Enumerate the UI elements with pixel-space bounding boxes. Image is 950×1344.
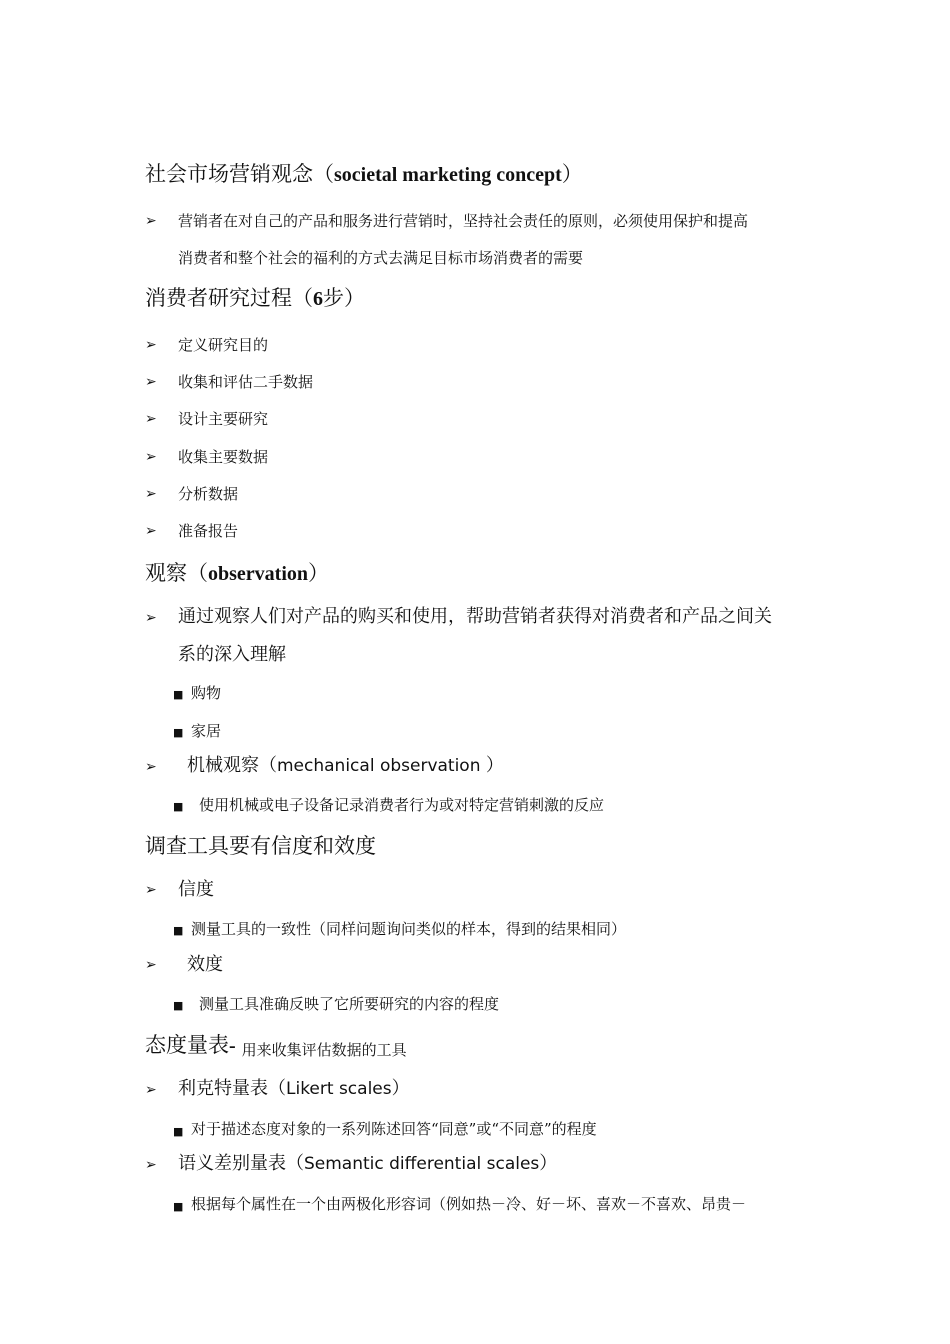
square-bullet-icon: ■ xyxy=(173,1200,184,1213)
likert-scales-item xyxy=(178,1078,410,1100)
research-step-2: 收集和评估二手数据 xyxy=(178,373,314,391)
tools-reliability: 信度 xyxy=(178,879,214,900)
arrow-bullet-icon: ➢ xyxy=(145,374,157,390)
semantic-differential-sub: 根据每个属性在一个由两极化形容词（例如热－冷、好－坏、喜欢－不喜欢、昂贵－ xyxy=(191,1195,747,1213)
arrow-bullet-icon: ➢ xyxy=(145,759,157,775)
likert-text-en: Likert scales xyxy=(286,1079,392,1099)
arrow-bullet-icon: ➢ xyxy=(145,486,157,502)
arrow-bullet-icon: ➢ xyxy=(145,610,157,626)
arrow-bullet-icon: ➢ xyxy=(145,1157,157,1173)
heading-text-cn: 态度量表 xyxy=(145,1033,229,1057)
observation-sub-shopping: 购物 xyxy=(191,684,222,702)
likert-text-end: ） xyxy=(391,1078,410,1099)
heading-text-end: 步） xyxy=(323,286,365,310)
arrow-bullet-icon: ➢ xyxy=(145,449,157,465)
semantic-text-end: ） xyxy=(539,1153,558,1174)
research-step-3: 设计主要研究 xyxy=(178,410,269,428)
mechanical-observation-item xyxy=(187,755,504,777)
square-bullet-icon: ■ xyxy=(173,800,184,813)
square-bullet-icon: ■ xyxy=(173,924,184,937)
research-step-1: 定义研究目的 xyxy=(178,336,269,354)
semantic-differential-item xyxy=(178,1153,557,1175)
tools-validity: 效度 xyxy=(187,954,223,975)
square-bullet-icon: ■ xyxy=(173,1125,184,1138)
arrow-bullet-icon: ➢ xyxy=(145,882,157,898)
research-step-4: 收集主要数据 xyxy=(178,448,269,466)
square-bullet-icon: ■ xyxy=(173,688,184,701)
heading-text-cn: 消费者研究过程（ xyxy=(145,286,313,310)
observation-sub-home: 家居 xyxy=(191,722,222,740)
arrow-bullet-icon: ➢ xyxy=(145,1082,157,1098)
mechanical-observation-sub: 使用机械或电子设备记录消费者行为或对特定营销刺激的反应 xyxy=(199,796,605,814)
arrow-bullet-icon: ➢ xyxy=(145,213,157,229)
heading-text-end: ） xyxy=(561,162,583,186)
heading-text-cn: 观察（ xyxy=(145,561,208,585)
societal-bullet-line2: 消费者和整个社会的福利的方式去满足目标市场消费者的需要 xyxy=(178,249,584,267)
mech-text-end: ） xyxy=(485,755,504,776)
mech-text-en: mechanical observation xyxy=(277,756,486,776)
heading-societal-marketing xyxy=(145,161,583,188)
likert-scales-sub: 对于描述态度对象的一系列陈述回答“同意”或“不同意”的程度 xyxy=(191,1120,597,1138)
tools-reliability-sub: 测量工具的一致性（同样问题询问类似的样本，得到的结果相同） xyxy=(191,920,627,938)
research-step-6: 准备报告 xyxy=(178,522,239,540)
heading-text-cn: 社会市场营销观念（ xyxy=(145,162,334,186)
arrow-bullet-icon: ➢ xyxy=(145,523,157,539)
heading-observation xyxy=(145,560,329,587)
semantic-text-cn: 语义差别量表（ xyxy=(178,1153,304,1174)
square-bullet-icon: ■ xyxy=(173,726,184,739)
heading-text-note: 用来收集评估数据的工具 xyxy=(241,1041,407,1059)
observation-bullet-line2: 系的深入理解 xyxy=(178,644,286,665)
semantic-text-en: Semantic differential scales xyxy=(304,1154,540,1174)
observation-bullet-line1: 通过观察人们对产品的购买和使用，帮助营销者获得对消费者和产品之间关 xyxy=(178,606,772,627)
arrow-bullet-icon: ➢ xyxy=(145,411,157,427)
mech-text-cn: 机械观察（ xyxy=(187,755,277,776)
arrow-bullet-icon: ➢ xyxy=(145,957,157,973)
heading-text-num: 6 xyxy=(313,288,323,310)
heading-text-dash: - xyxy=(229,1035,236,1057)
arrow-bullet-icon: ➢ xyxy=(145,337,157,353)
tools-validity-sub: 测量工具准确反映了它所要研究的内容的程度 xyxy=(199,995,500,1013)
heading-tools: 调查工具要有信度和效度 xyxy=(145,834,376,858)
likert-text-cn: 利克特量表（ xyxy=(178,1078,286,1099)
research-step-5: 分析数据 xyxy=(178,485,239,503)
heading-text-en: societal marketing concept xyxy=(334,164,562,186)
heading-text-end: ） xyxy=(308,561,329,585)
heading-research-process xyxy=(145,285,365,312)
square-bullet-icon: ■ xyxy=(173,999,184,1012)
heading-attitude-scales xyxy=(145,1032,407,1063)
heading-text-en: observation xyxy=(208,563,308,585)
societal-bullet-line1: 营销者在对自己的产品和服务进行营销时，坚持社会责任的原则，必须使用保护和提高 xyxy=(178,212,749,230)
